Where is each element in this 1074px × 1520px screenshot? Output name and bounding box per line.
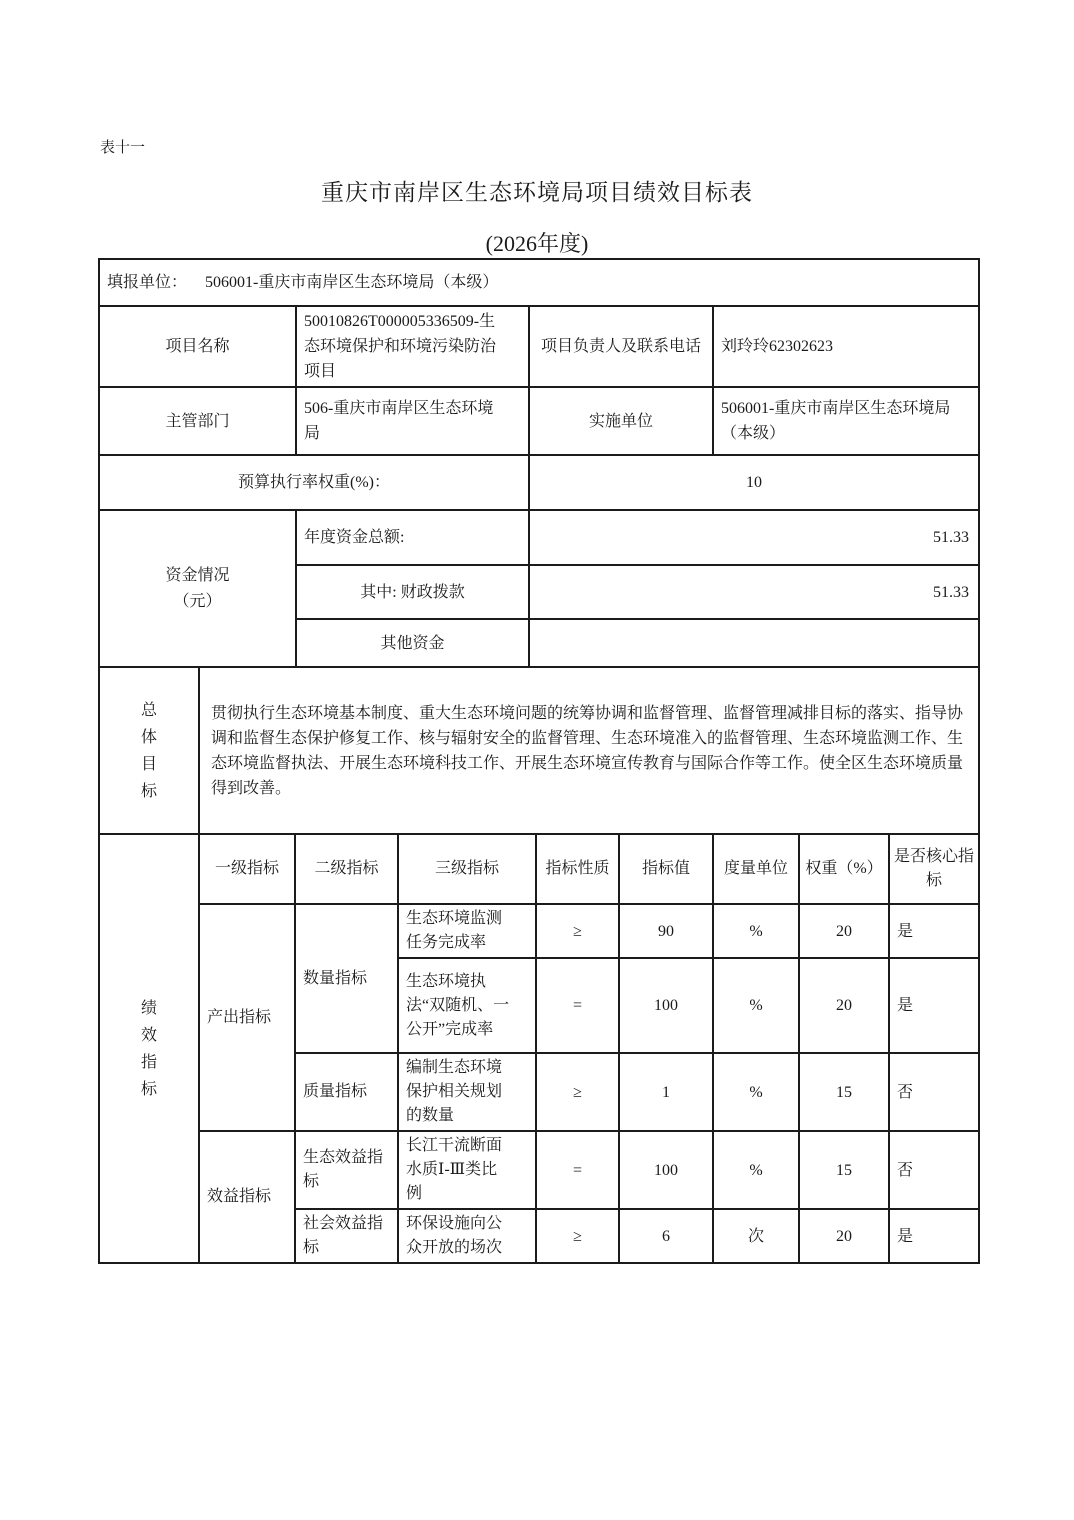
indicator-level3: 生态环境监测任务完成率	[398, 904, 536, 958]
project-manager-value: 刘玲玲62302623	[713, 306, 979, 387]
indicator-level3: 长江干流断面水质Ⅰ-Ⅲ类比例	[398, 1131, 536, 1209]
header-unit: 度量单位	[713, 834, 799, 904]
indicator-core: 否	[889, 1131, 979, 1209]
indicator-core: 是	[889, 904, 979, 958]
project-name-label: 项目名称	[99, 306, 296, 387]
indicator-nature: ≥	[536, 1209, 619, 1263]
indicators-section-label: 绩效指标	[99, 834, 199, 1263]
page-title: 重庆市南岸区生态环境局项目绩效目标表	[321, 180, 753, 205]
indicator-level1-output: 产出指标	[199, 904, 295, 1131]
supervising-dept-label: 主管部门	[99, 387, 296, 455]
reporting-unit-row	[99, 259, 979, 306]
indicators-table	[98, 666, 980, 1264]
funds-total-row	[99, 510, 979, 565]
header-level1: 一级指标	[199, 834, 295, 904]
indicator-level3: 生态环境执法“双随机、一公开”完成率	[398, 958, 536, 1053]
funds-fiscal-value: 51.33	[529, 565, 979, 619]
implementing-unit-value: 506001-重庆市南岸区生态环境局（本级）	[713, 387, 979, 455]
indicator-unit: %	[713, 1053, 799, 1131]
funds-other-label: 其他资金	[296, 619, 529, 667]
overall-goal-row	[99, 667, 979, 834]
indicator-level3: 编制生态环境保护相关规划的数量	[398, 1053, 536, 1131]
indicator-level2-social: 社会效益指标	[295, 1209, 398, 1263]
overall-goal-label: 总体目标	[99, 667, 199, 834]
overall-goal-text: 贯彻执行生态环境基本制度、重大生态环境问题的统筹协调和监督管理、监督管理减排目标的落实、指导协调和监督生态保护修复工作、核与辐射安全的监督管理、生态环境准入的监督管理、生态环境监测工作、生态环境监督执法、开展生态环境科技工作、开展生态环境宣传教育与国际合作等工作。使全区生态环境质量得到改善。	[199, 667, 979, 834]
indicator-core: 是	[889, 958, 979, 1053]
funds-total-value: 51.33	[529, 510, 979, 565]
indicator-level2-quantity: 数量指标	[295, 904, 398, 1053]
indicator-value: 100	[619, 958, 713, 1053]
table-number-tag: 表十一	[100, 140, 146, 156]
indicator-row	[99, 1131, 979, 1209]
implementing-unit-label: 实施单位	[529, 387, 713, 455]
budget-weight-label: 预算执行率权重(%)：	[99, 455, 529, 510]
indicator-nature: ≥	[536, 904, 619, 958]
indicator-nature: ≥	[536, 1053, 619, 1131]
indicator-level1-benefit: 效益指标	[199, 1131, 295, 1263]
header-core: 是否核心指标	[889, 834, 979, 904]
reporting-unit-value: 506001-重庆市南岸区生态环境局（本级）	[205, 274, 499, 291]
indicator-core: 是	[889, 1209, 979, 1263]
indicator-row	[99, 904, 979, 958]
project-manager-label: 项目负责人及联系电话	[529, 306, 713, 387]
budget-weight-row	[99, 455, 979, 510]
indicator-weight: 20	[799, 904, 889, 958]
funds-section-label: 资金情况（元）	[99, 510, 296, 667]
indicator-weight: 15	[799, 1131, 889, 1209]
indicator-weight: 20	[799, 958, 889, 1053]
header-level2: 二级指标	[295, 834, 398, 904]
project-name-value: 50010826T000005336509-生态环境保护和环境污染防治项目	[296, 306, 529, 387]
indicator-weight: 15	[799, 1053, 889, 1131]
indicator-weight: 20	[799, 1209, 889, 1263]
indicator-unit: %	[713, 958, 799, 1053]
indicator-nature: =	[536, 1131, 619, 1209]
indicator-nature: =	[536, 958, 619, 1053]
project-info-table	[98, 258, 980, 668]
supervising-dept-row	[99, 387, 979, 455]
budget-weight-value: 10	[529, 455, 979, 510]
indicator-core: 否	[889, 1053, 979, 1131]
indicator-level3: 环保设施向公众开放的场次	[398, 1209, 536, 1263]
reporting-unit-cell	[99, 259, 979, 306]
indicator-level2-quality: 质量指标	[295, 1053, 398, 1131]
header-level3: 三级指标	[398, 834, 536, 904]
header-nature: 指标性质	[536, 834, 619, 904]
form-table-wrapper	[98, 258, 978, 1264]
reporting-unit-label: 填报单位：	[107, 274, 188, 291]
funds-total-label: 年度资金总额:	[296, 510, 529, 565]
indicator-value: 90	[619, 904, 713, 958]
indicator-value: 1	[619, 1053, 713, 1131]
indicator-unit: 次	[713, 1209, 799, 1263]
supervising-dept-value: 506-重庆市南岸区生态环境局	[296, 387, 529, 455]
header-weight: 权重（%）	[799, 834, 889, 904]
indicator-value: 6	[619, 1209, 713, 1263]
indicator-value: 100	[619, 1131, 713, 1209]
indicators-header-row	[99, 834, 979, 904]
page-subtitle: (2026年度)	[485, 231, 589, 256]
indicator-unit: %	[713, 1131, 799, 1209]
project-name-row	[99, 306, 979, 387]
indicator-unit: %	[713, 904, 799, 958]
funds-other-value	[529, 619, 979, 667]
header-value: 指标值	[619, 834, 713, 904]
funds-fiscal-label: 其中: 财政拨款	[296, 565, 529, 619]
indicator-level2-eco: 生态效益指标	[295, 1131, 398, 1209]
